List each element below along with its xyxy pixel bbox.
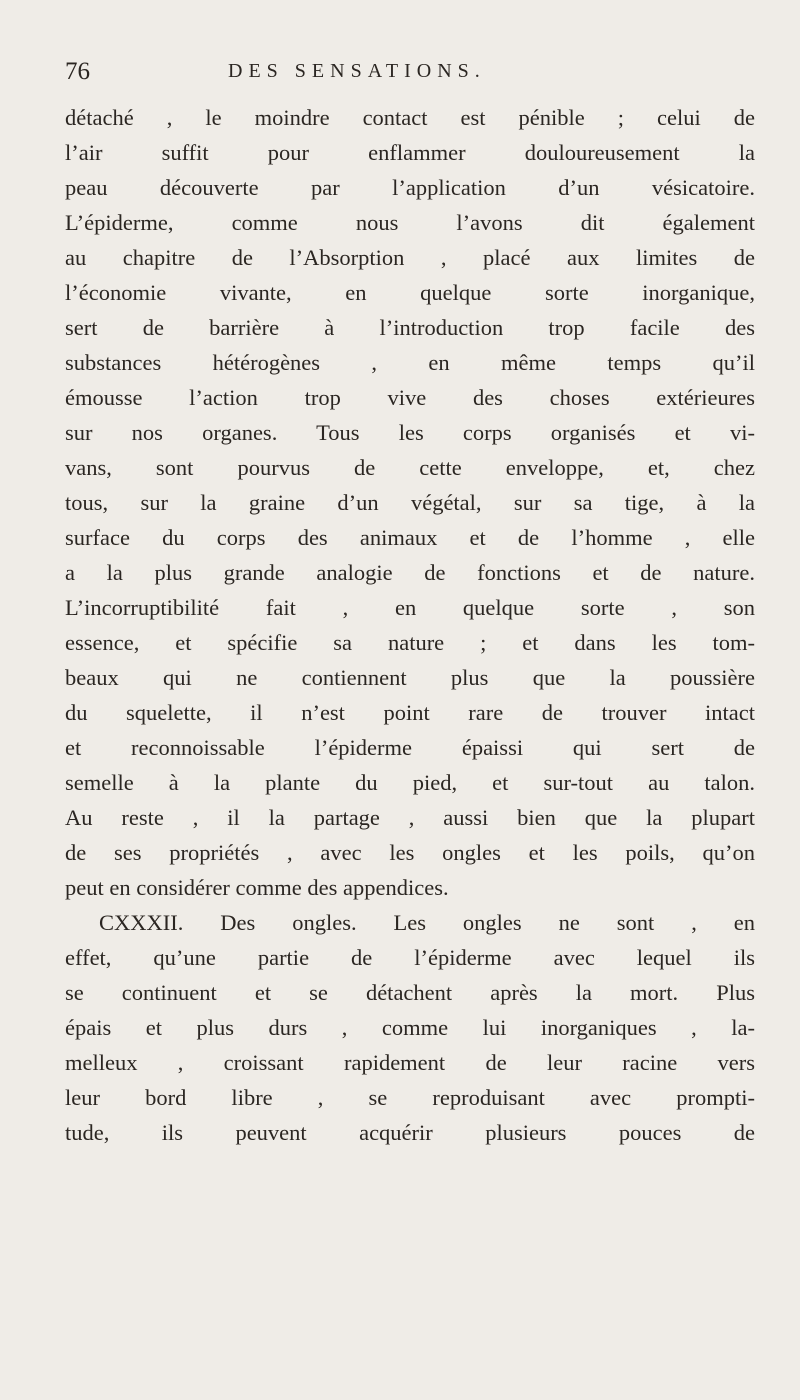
text-line: du squelette, il n’est point rare de trouver intact [65,700,755,725]
section-heading-line: CXXXII. Des ongles. Les ongles ne sont , en [99,910,755,935]
text-line: a la plus grande analogie de fonctions et de nature. [65,560,755,585]
text-line: l’air suffit pour enflammer douloureusement la [65,140,755,165]
text-line: peau découverte par l’application d’un vésicatoire. [65,175,755,200]
text-line: sert de barrière à l’introduction trop facile des [65,315,755,340]
text-line: tude, ils peuvent acquérir plusieurs pouces de [65,1120,755,1145]
text-line: essence, et spécifie sa nature ; et dans les tom- [65,630,755,655]
text-line: L’épiderme, comme nous l’avons dit également [65,210,755,235]
text-line: beaux qui ne contiennent plus que la poussière [65,665,755,690]
text-line: épais et plus durs , comme lui inorganiques , la- [65,1015,755,1040]
text-line: et reconnoissable l’épiderme épaissi qui sert de [65,735,755,760]
text-line: L’incorruptibilité fait , en quelque sorte , son [65,595,755,620]
text-line: détaché , le moindre contact est pénible ; celui de [65,105,755,130]
text-line: peut en considérer comme des appendices. [65,875,449,900]
text-line: de ses propriétés , avec les ongles et les poils, qu’on [65,840,755,865]
text-line: au chapitre de l’Absorption , placé aux limites de [65,245,755,270]
page-number: 76 [65,58,90,85]
text-line: substances hétérogènes , en même temps qu’il [65,350,755,375]
text-line: effet, qu’une partie de l’épiderme avec lequel ils [65,945,755,970]
text-line: surface du corps des animaux et de l’homme , elle [65,525,755,550]
text-line: se continuent et se détachent après la mort. Plus [65,980,755,1005]
body-text [65,100,755,1150]
text-line: émousse l’action trop vive des choses extérieures [65,385,755,410]
text-line: Au reste , il la partage , aussi bien que la plupart [65,805,755,830]
text-line: leur bord libre , se reproduisant avec prompti- [65,1085,755,1110]
text-line: sur nos organes. Tous les corps organisés et vi- [65,420,755,445]
text-line: semelle à la plante du pied, et sur-tout au talon. [65,770,755,795]
running-head [65,58,755,92]
text-line: melleux , croissant rapidement de leur racine vers [65,1050,755,1075]
text-line: tous, sur la graine d’un végétal, sur sa tige, à la [65,490,755,515]
running-title: DES SENSATIONS. [228,60,486,82]
text-line: vans, sont pourvus de cette enveloppe, et, chez [65,455,755,480]
text-line: l’économie vivante, en quelque sorte inorganique, [65,280,755,305]
